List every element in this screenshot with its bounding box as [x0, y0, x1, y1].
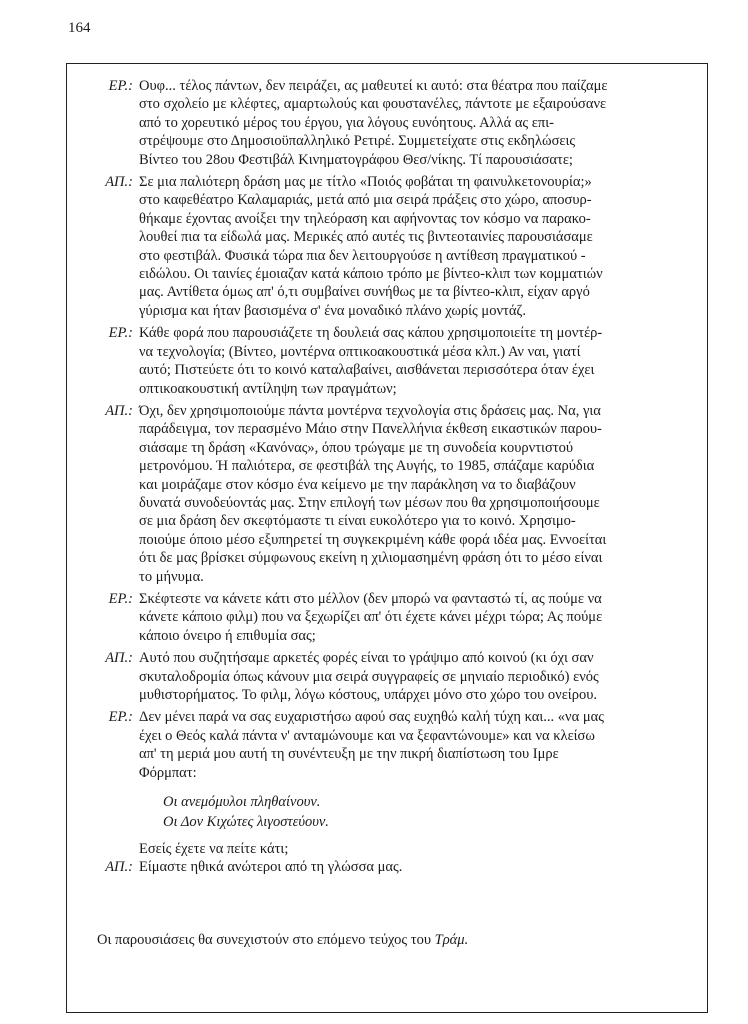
text-line: γύρισμα και ήταν βασισμένα σ' ένα μοναδικό πλάνο χωρίς μοντάζ.: [139, 302, 527, 319]
text-line: σκυταλοδρομία όπως κάνουν μια σειρά συγγραφείς σε μηνιαίο περιοδικό) ενός: [139, 668, 599, 685]
text-line: στρέψουμε στο Δημοσιοϋπαλληλικό Ρετιρέ. Συμμετείχατε στις εκδηλώσεις: [139, 133, 576, 150]
question-entry: [67, 77, 709, 169]
text-line: μας. Αντίθετα όμως απ' ό,τι συμβαίνει συνήθως με τα βίντεο-κλιπ, είχαν αργό: [139, 284, 590, 301]
text-line: Σκέφτεστε να κάνετε κάτι στο μέλλον (δεν μπορώ να φανταστώ τί, ας πούμε να: [139, 590, 602, 607]
question-entry: [67, 324, 709, 398]
answer-entry: [67, 173, 709, 320]
speaker-label: ΑΠ.:: [105, 650, 133, 667]
poem-verse-2: Οι Δον Κιχώτες λιγοστεύουν.: [163, 814, 329, 831]
speaker-label: ΕΡ.:: [108, 590, 133, 607]
question-entry: [67, 708, 709, 782]
text-line: οπτικοακουστική αντίληψη των πραγμάτων;: [139, 380, 397, 397]
question-entry: [67, 590, 709, 645]
closing-text: Οι παρουσιάσεις θα συνεχιστούν στο επόμενο τεύχος του: [97, 932, 432, 948]
interview-entries: [67, 77, 709, 782]
speech-text: [139, 590, 625, 645]
text-line: το μήνυμα.: [139, 568, 204, 585]
speaker-label: ΕΡ.:: [108, 325, 133, 342]
text-line: δυνατά συνοδεύοντάς μας. Στην επιλογή των μέσων που θα χρησιμοποιήσουμε: [139, 494, 600, 511]
text-line: Κάθε φορά που παρουσιάζετε τη δουλειά σας κάπου χρησιμοποιείτε τη μοντέρ-: [139, 325, 603, 342]
text-line: Όχι, δεν χρησιμοποιούμε πάντα μοντέρνα τεχνολογία στις δράσεις μας. Να, για: [139, 402, 601, 419]
answer-text: Είμαστε ηθικά ανώτεροι από τη γλώσσα μας.: [139, 859, 403, 876]
text-line: και μοιράζαμε στον κόσμο ένα κείμενο με την παράκληση να το διαβάζουν: [139, 476, 576, 493]
text-line: ότι δε μας βρίσκει σύμφωνους εκείνη η χιλιομασημένη φράση ότι το μέσο είναι: [139, 550, 603, 567]
text-line: στο φεστιβάλ. Φυσικά τώρα πια δεν λειτουργούσε η αντίθεση πραγματικού -: [139, 247, 586, 264]
text-line: Σε μια παλιότερη δράση μας με τίτλο «Ποιός φοβάται τη φαινυλκετονουρία;»: [139, 174, 592, 191]
text-line: από το χορευτικό μέρος του έργου, για λόγους ευνόητους. Αλλά ας επι-: [139, 114, 554, 131]
text-line: ποιούμε όποιο μέσο εξυπηρετεί τη συγκεκριμένη κάθε φορά ιδέα μας. Εννοείται: [139, 531, 607, 548]
interview-frame: [66, 63, 708, 1013]
text-line: Βίντεο του 28ου Φεστιβάλ Κινηματογράφου Θεσ/νίκης. Τί παρουσιάσατε;: [139, 151, 573, 168]
speaker-label: ΕΡ.:: [108, 709, 133, 726]
answer-entry: [67, 402, 709, 586]
speech-text: [139, 649, 625, 704]
interview-dialogue: [67, 77, 709, 881]
answer-entry: [67, 649, 709, 704]
page-number: 164: [68, 20, 91, 36]
speech-text: [139, 402, 625, 586]
text-line: Δεν μένει παρά να σας ευχαριστήσω αφού σας ευχηθώ καλή τύχη και... «να μας: [139, 709, 604, 726]
text-line: ειδώλου. Οι ταινίες έμοιαζαν κατά κάποιο τρόπο με βίντεο-κλιπ των κομματιών: [139, 266, 603, 283]
magazine-name: Τράμ.: [434, 932, 469, 948]
text-line: Ουφ... τέλος πάντων, δεν πειράζει, ας μαθευτεί κι αυτό: στα θέατρα που παίζαμε: [139, 78, 608, 94]
speech-text: [139, 173, 625, 320]
text-line: να τεχνολογία; (Βίντεο, μοντέρνα οπτικοακουστικά μέσα κλπ.) Αν ναι, γιατί: [139, 343, 581, 360]
text-line: κάνετε κάποιο φιλμ) που να ξεχωρίζει απ' ότι έχετε κάνει μέχρι τώρα; Ας πούμε: [139, 609, 603, 626]
final-answer: [67, 858, 709, 876]
text-line: θήκαμε έχοντας ανοίξει την τηλεόραση και αφήνοντας τον κόσμο να παρακο-: [139, 210, 591, 227]
text-line: μετρονόμου. Ή παλιότερα, σε φεστιβάλ της Αυγής, το 1985, σπάζαμε καρύδια: [139, 458, 595, 475]
text-line: κάποιο όνειρο ή επιθυμία σας;: [139, 627, 316, 644]
text-line: απ' τη μεριά μου αυτή τη συνέντευξη με την πικρή διαπίστωση του Ιμρε: [139, 746, 559, 763]
speech-text: [139, 708, 625, 782]
poem-quote: [163, 792, 709, 832]
poem-verse-1: Οι ανεμόμυλοι πληθαίνουν.: [163, 794, 321, 811]
text-line: σε μια δράση δεν σκεφτόμαστε τι είναι ευκολότερο για το κοινό. Χρησιμο-: [139, 513, 576, 530]
speaker-label: ΑΠ.:: [105, 174, 133, 191]
speaker-label: ΕΡ.:: [108, 78, 133, 94]
question-continuation: Εσείς έχετε να πείτε κάτι;: [139, 841, 289, 858]
speech-text: [139, 324, 625, 398]
speaker-label: ΑΠ.:: [105, 402, 133, 419]
text-line: παράδειγμα, τον περασμένο Μάιο στην Πανελλήνια έκθεση εικαστικών παρου-: [139, 421, 602, 438]
text-line: στο σχολείο με κλέφτες, αμαρτωλούς και φουστανέλες, πάντοτε με εξαιρούσανε: [139, 96, 607, 113]
closing-note: [97, 932, 468, 949]
text-line: μυθιστορήματος. Το φιλμ, λόγω κόστους, υπάρχει μόνο στο χώρο του ονείρου.: [139, 687, 598, 703]
text-line: Αυτό που συζητήσαμε αρκετές φορές είναι το γράψιμο από κοινού (κι όχι σαν: [139, 650, 594, 667]
text-line: αυτό; Πιστεύετε ότι το κοινό καταλαβαίνει, αισθάνεται περισσότερα όταν έχει: [139, 362, 595, 379]
speaker-label: ΑΠ.:: [105, 859, 133, 876]
text-line: σιάσαμε τη δράση «Κανόνας», όπου τρώγαμε με τη συνοδεία κουρντιστού: [139, 439, 574, 456]
text-line: Φόρμπατ:: [139, 764, 197, 781]
text-line: λουθεί πια τα είδωλά μας. Μερικές από αυτές τις βιντεοταινίες παρουσιάσαμε: [139, 229, 593, 246]
speech-text: [139, 77, 625, 169]
text-line: έχει ο Θεός καλά πάντα ν' ανταμώνουμε και να ξεφαντώνουμε» και να κλείσω: [139, 727, 595, 744]
text-line: στο καφεθέατρο Καλαμαριάς, μετά από μια σειρά πράξεις στο χώρο, αποσυρ-: [139, 192, 592, 209]
